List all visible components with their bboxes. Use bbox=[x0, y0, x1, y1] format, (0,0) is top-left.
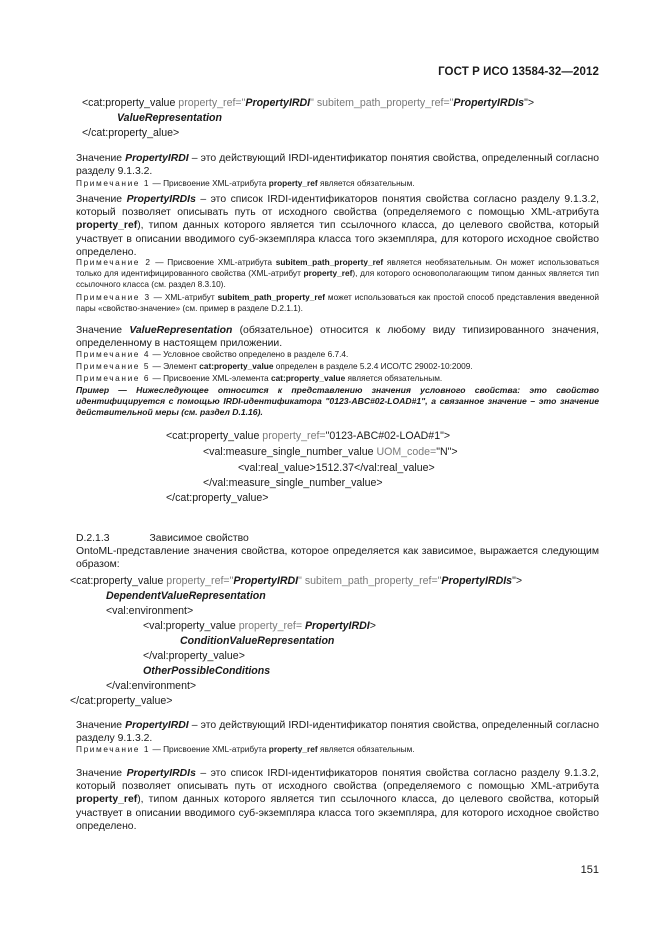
standard-header: ГОСТ Р ИСО 13584-32—2012 bbox=[438, 66, 599, 78]
code-line: <val:measure_single_number_value UOM_code="N"> bbox=[203, 446, 458, 458]
page-number: 151 bbox=[580, 864, 599, 876]
code-line: </cat:property_value> bbox=[166, 492, 269, 504]
code-line: <cat:property_value property_ref="PropertyIRDI" subitem_path_property_ref="PropertyIRDIs"> bbox=[70, 575, 523, 587]
paragraph: Значение PropertyIRDI – это действующий IRDI-идентификатор понятия свойства, определенный согласно разделу 9.1.3.2. bbox=[76, 153, 599, 178]
code-line: <cat:property_value property_ref="PropertyIRDI" subitem_path_property_ref="PropertyIRDIs"> bbox=[82, 97, 535, 109]
code-line: ConditionValueRepresentation bbox=[180, 635, 335, 647]
note: Примечание 2 — Присвоение XML-атрибута subitem_path_property_ref является необязательным. Он может использоваться только для идентифицированного свойства (XML-атрибут property_ref), для которого основополагающим типом данных является тип ссылочного класса (см. раздел 8.3.10). bbox=[76, 257, 599, 289]
paragraph: OntoML-представление значения свойства, которое определяется как зависимое, выражается следующим образом: bbox=[76, 546, 599, 571]
paragraph: Значение PropertyIRDI – это действующий IRDI-идентификатор понятия свойства, определенный согласно разделу 9.1.3.2. bbox=[76, 720, 599, 745]
code-line: </val:property_value> bbox=[143, 650, 245, 662]
code-line: <val:property_value property_ref= PropertyIRDI> bbox=[143, 620, 376, 632]
code-line: <cat:property_value property_ref="0123-ABC#02-LOAD#1"> bbox=[166, 430, 451, 442]
note: Примечание 4 — Условное свойство определено в разделе 6.7.4. bbox=[76, 349, 349, 359]
note: Примечание 1 — Присвоение XML-атрибута property_ref является обязательным. bbox=[76, 744, 415, 754]
paragraph: Значение PropertyIRDIs – это список IRDI-идентификаторов понятия свойства согласно разделу 9.1.3.2, который позволяет описывать путь от исходного свойства (определяемого с помощью XML-атрибута property_ref), типом данных которого является тип ссылочного класса, до целевого свойства, который участвует в описании вводимого суб-экземпляра класса того экземпляра, для которого исходное свойство определено. bbox=[76, 768, 599, 832]
note: Примечание 5 — Элемент cat:property_value определен в разделе 5.2.4 ИСО/ТС 29002-10:2009. bbox=[76, 361, 473, 371]
code-line: OtherPossibleConditions bbox=[143, 665, 271, 677]
code-line: ValueRepresentation bbox=[117, 112, 222, 124]
paragraph: Значение PropertyIRDIs – это список IRDI-идентификаторов понятия свойства согласно разделу 9.1.3.2, который позволяет описывать путь от исходного свойства (определяемого с помощью XML-атрибута property_ref), типом данных которого является тип ссылочного класса, до целевого свойства, который участвует в описании вводимого суб-экземпляра класса того экземпляра, для которого исходное свойство определено. bbox=[76, 194, 599, 258]
paragraph: Значение ValueRepresentation (обязательное) относится к любому виду типизированного значения, определенному в настоящем приложении. bbox=[76, 325, 600, 350]
example: Пример — Нижеследующее относится к представлению значения условного свойства: это свойство идентифицируется с помощью IRDI-идентификатора "0123-ABC#02-LOAD#1", а связанное значение – это значение действительной меры (см. раздел D.1.16). bbox=[76, 385, 599, 417]
code-line: </cat:property_alue> bbox=[82, 127, 180, 139]
note: Примечание 1 — Присвоение XML-атрибута property_ref является обязательным. bbox=[76, 178, 415, 188]
note: Примечание 6 — Присвоение XML-элемента cat:property_value является обязательным. bbox=[76, 373, 443, 383]
code-line: </val:measure_single_number_value> bbox=[203, 477, 383, 489]
section-heading: D.2.1.3 Зависимое свойство bbox=[76, 533, 249, 544]
code-line: </cat:property_value> bbox=[70, 695, 173, 707]
code-line: <val:real_value>1512.37</val:real_value> bbox=[238, 462, 435, 474]
code-line: </val:environment> bbox=[106, 680, 197, 692]
code-line: <val:environment> bbox=[106, 605, 194, 617]
code-line: DependentValueRepresentation bbox=[106, 590, 266, 602]
note: Примечание 3 — XML-атрибут subitem_path_property_ref может использоваться как простой способ представления введенной пары «свойство-значение» (см. пример в разделе D.2.1.1). bbox=[76, 292, 599, 313]
